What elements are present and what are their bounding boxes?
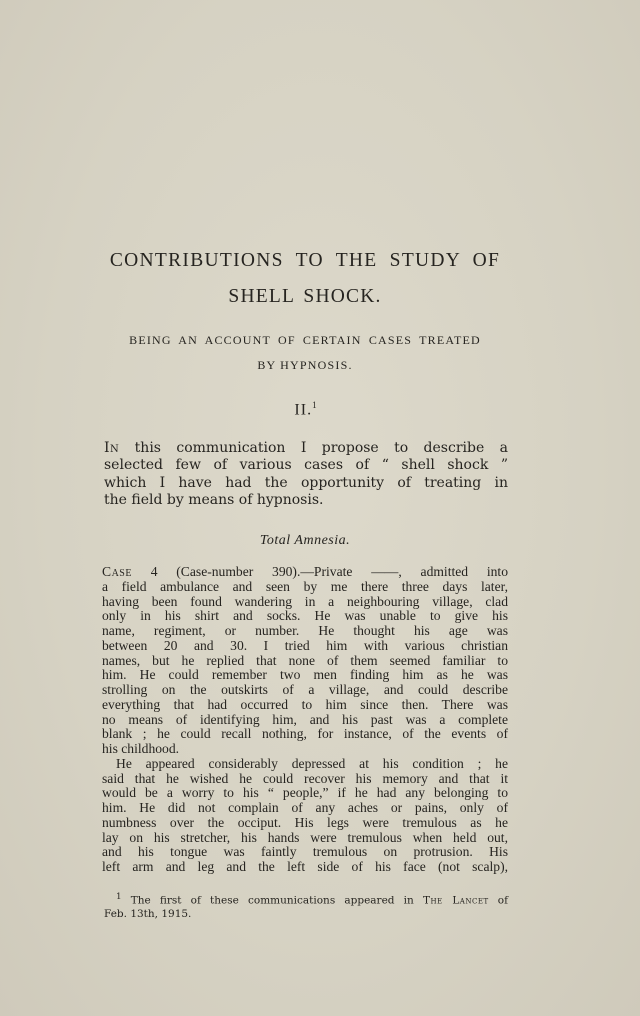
case-line: his childhood. — [102, 741, 180, 756]
case-line: between 20 and 30. I tried him with various christian — [102, 637, 508, 653]
case-line: him. He could remember two men finding him as he was — [102, 667, 508, 683]
subtitle-line-2: BY HYPNOSIS. — [257, 358, 353, 372]
intro-paragraph — [104, 440, 508, 509]
case-line: blank ; he could recall nothing, for instance, of the events of — [102, 726, 508, 742]
case-line: only in his shirt and socks. He was unable to give his — [102, 608, 508, 624]
intro-line: which I have had the opportunity of treating in — [104, 474, 508, 491]
footnote-line: Feb. 13th, 1915. — [104, 907, 192, 920]
case-line: He appeared considerably depressed at his condition ; he — [116, 755, 508, 771]
intro-line: In this communication I propose to describe a — [104, 440, 508, 456]
footnote — [104, 891, 508, 921]
case-line: Case 4 (Case-number 390).—Private ——, admitted into — [102, 564, 508, 579]
case-line: him. He did not complain of any aches or pains, only of — [102, 800, 508, 815]
case-line: would be a worry to his “ people,” if he had any belonging to — [102, 785, 508, 801]
case-line: numbness over the occiput. His legs were tremulous as he — [102, 814, 508, 830]
footnote-marker: 1 — [116, 892, 122, 902]
case-line: left arm and leg and the left side of his face (not scalp), — [102, 859, 508, 874]
case-line: lay on his stretcher, his hands were tremulous when held out, — [102, 829, 508, 845]
case-line: no means of identifying him, and his past was a complete — [102, 711, 508, 727]
intro-lead-word: In — [104, 440, 120, 456]
intro-line: the field by means of hypnosis. — [104, 491, 324, 508]
section-heading: Total Amnesia. — [259, 533, 351, 548]
subtitle-line-1: BEING AN ACCOUNT OF CERTAIN CASES TREATED — [129, 333, 481, 347]
case-line: said that he wished he could recover his memory and that it — [102, 770, 508, 786]
journal-name: The Lancet — [422, 894, 489, 907]
case-paragraph — [102, 565, 508, 875]
case-line: names, but he replied that none of them seemed familiar to — [102, 652, 508, 668]
case-line: strolling on the outskirts of a village, and could describe — [102, 682, 508, 697]
case-line: name, regiment, or number. He thought his age was — [102, 623, 508, 638]
title-line-1: CONTRIBUTIONS TO THE STUDY OF — [109, 250, 501, 271]
part-number-text: II. — [294, 401, 313, 419]
title-line-2: SHELL SHOCK. — [228, 286, 382, 307]
footnote-line: $^1$ The first of these communications appeared in The Lancet of — [116, 892, 508, 907]
case-lead-word: Case — [102, 564, 132, 579]
case-line: a field ambulance and seen by me there three days later, — [102, 578, 508, 594]
case-line: everything that had occurred to him since then. There was — [102, 696, 508, 712]
part-footnote-marker: 1 — [312, 400, 318, 410]
case-line: having been found wandering in a neighbouring village, clad — [102, 593, 508, 609]
intro-line: selected few of various cases of “ shell shock ” — [104, 457, 508, 474]
case-line: and his tongue was faintly tremulous on protrusion. His — [102, 844, 508, 860]
part-number — [0, 400, 612, 419]
